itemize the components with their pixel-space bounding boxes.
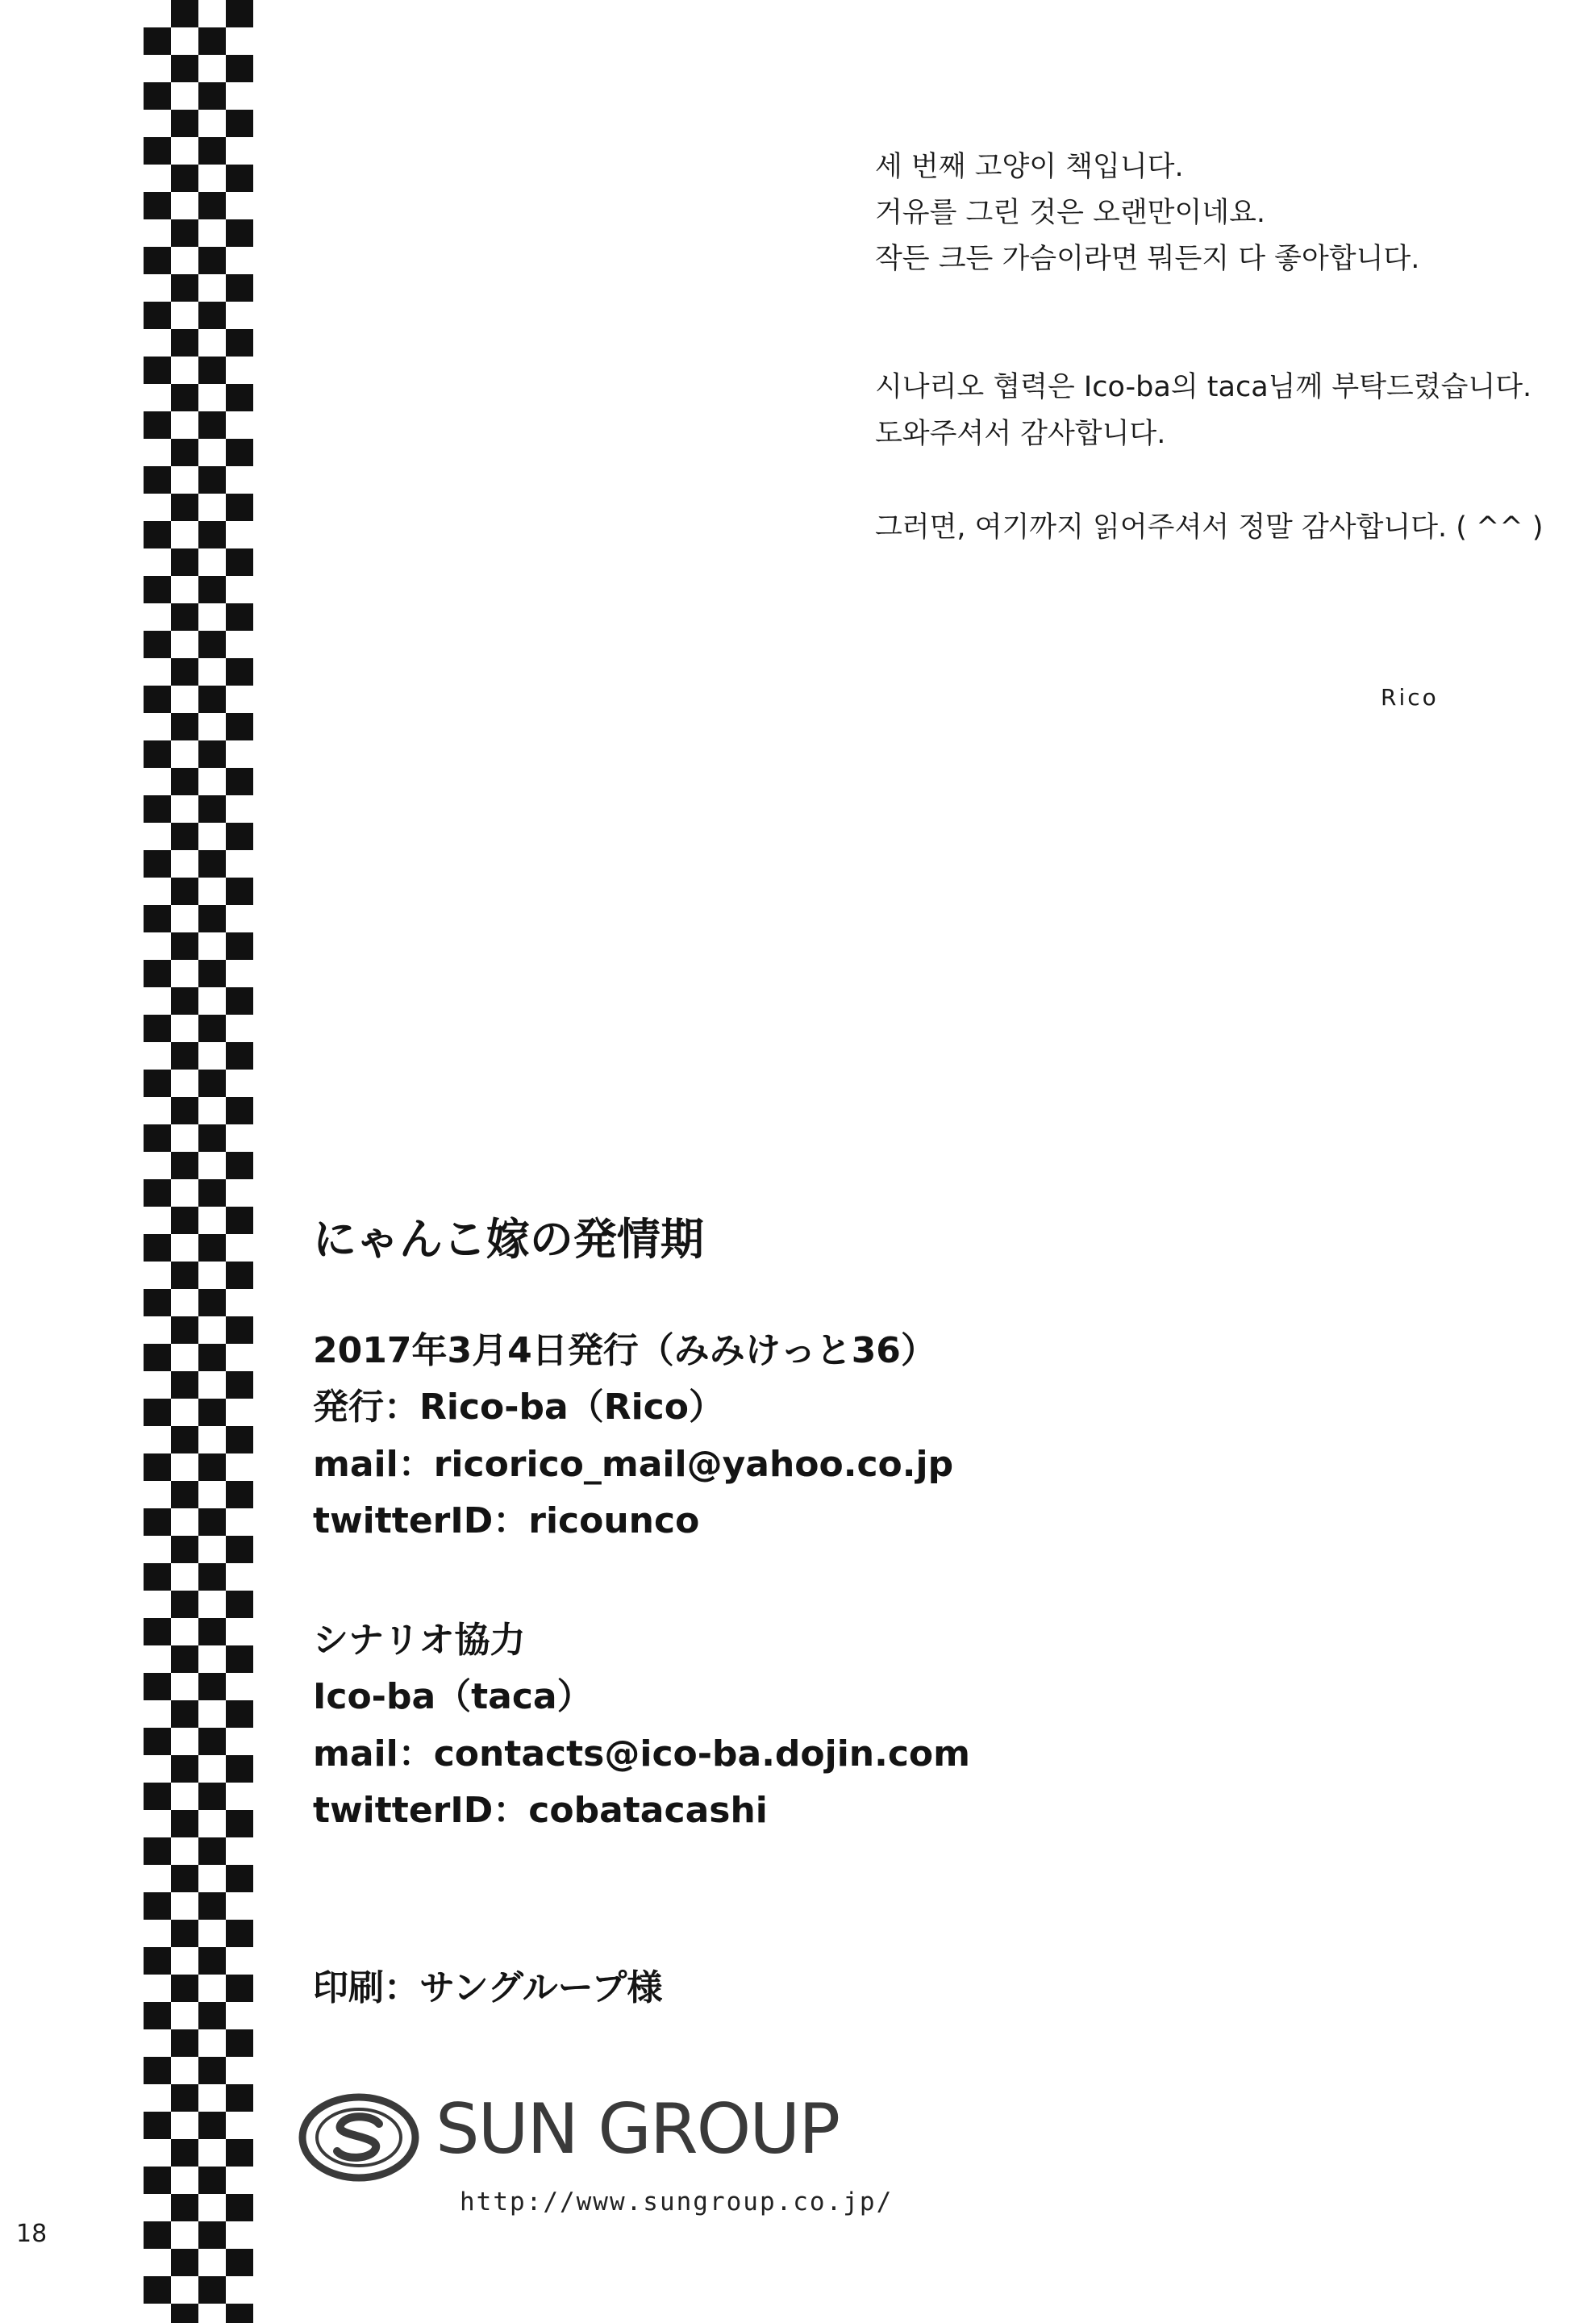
afterword-line: 그러면, 여기까지 읽어주셔서 정말 감사합니다. ( ^^ ) [875, 511, 1544, 544]
scenario-name: Ico-ba（taca） [313, 1676, 593, 1717]
book-title: にゃんこ嫁の発情期 [313, 1214, 704, 1265]
printer-name: SUN GROUP [435, 2089, 840, 2170]
scenario-heading: シナリオ協力 [313, 1620, 526, 1661]
author-signature: Rico [1381, 684, 1439, 711]
scenario-email: mail：contacts@ico-ba.dojin.com [313, 1733, 971, 1775]
sun-group-logo-icon [298, 2093, 419, 2182]
afterword-line: 거유를 그린 것은 오랜만이네요. [875, 197, 1266, 229]
afterword-line: 도와주셔서 감사합니다. [875, 418, 1166, 450]
afterword-line: 시나리오 협력은 Ico-ba의 taca님께 부탁드렸습니다. [875, 371, 1532, 403]
publisher: 発行：Rico-ba（Rico） [313, 1387, 724, 1428]
page-number: 18 [16, 2220, 48, 2248]
publisher-twitter: twitterID：ricounco [313, 1500, 700, 1541]
publication-date: 2017年3月4日発行（みみけっと36） [313, 1330, 936, 1371]
afterword-line: 세 번째 고양이 책입니다. [875, 151, 1184, 183]
scenario-twitter: twitterID：cobatacashi [313, 1790, 768, 1831]
checkered-border [144, 0, 253, 2323]
printer-url: http://www.sungroup.co.jp/ [460, 2187, 894, 2217]
printer-logo [298, 2085, 927, 2198]
publisher-email: mail：ricorico_mail@yahoo.co.jp [313, 1444, 954, 1485]
afterword-line: 작든 크든 가슴이라면 뭐든지 다 좋아합니다. [875, 243, 1420, 275]
printer-credit: 印刷：サングループ様 [313, 1967, 663, 2008]
